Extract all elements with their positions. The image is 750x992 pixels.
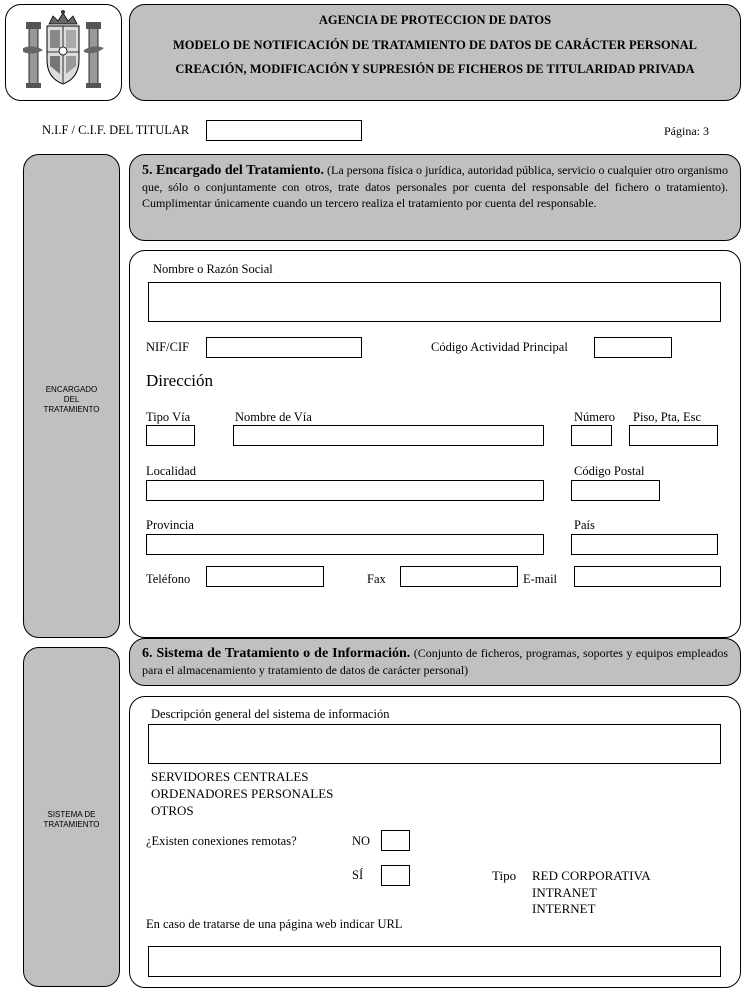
- section5-title: 5. Encargado del Tratamiento.: [142, 163, 324, 178]
- header-line-2: MODELO DE NOTIFICACIÓN DE TRATAMIENTO DE DATOS DE CARÁCTER PERSONAL: [172, 38, 698, 52]
- nombre-via-field[interactable]: [233, 425, 544, 446]
- tipo-via-field[interactable]: [146, 425, 195, 446]
- section6-description: (Conjunto de ficheros, programas, soportes y equipos empleados para el almacenamiento y tratamiento de datos de carácter personal): [142, 646, 729, 677]
- section5-heading: [142, 162, 728, 211]
- no-label: NO: [352, 834, 371, 848]
- section5-title-box: [129, 154, 741, 241]
- section6-side-panel: [23, 647, 120, 987]
- fax-label: Fax: [367, 572, 386, 586]
- nif-cif-field[interactable]: [206, 337, 362, 358]
- actividad-label: Código Actividad Principal: [431, 340, 568, 354]
- provincia-field[interactable]: [146, 534, 544, 555]
- section5-side-panel: [23, 154, 120, 638]
- section6-title: 6. Sistema de Tratamiento o de Información.: [142, 646, 411, 661]
- direccion-heading: Dirección: [146, 371, 214, 390]
- fax-field[interactable]: [400, 566, 518, 587]
- si-checkbox[interactable]: [381, 865, 410, 886]
- section6-title-box: [129, 638, 741, 686]
- provincia-label: Provincia: [146, 518, 194, 532]
- nombre-via-label: Nombre de Vía: [235, 410, 312, 424]
- nif-cif-label: NIF/CIF: [146, 340, 190, 354]
- header-box: [129, 4, 741, 101]
- logo-box: [5, 4, 122, 101]
- numero-label: Número: [574, 410, 615, 424]
- piso-field[interactable]: [629, 425, 718, 446]
- pais-field[interactable]: [571, 534, 718, 555]
- descripcion-label: Descripción general del sistema de información: [151, 707, 390, 721]
- email-label: E-mail: [523, 572, 558, 586]
- tipo-internet[interactable]: INTERNET: [532, 901, 596, 916]
- section5-description: (La persona física o jurídica, autoridad pública, servicio o cualquier otro organismo que, sólo o conjuntamente con otros, trate datos personales por cuenta del responsable del fichero o tratamiento). Cumplimentar únicamente cuando un tercero realiza el tratamiento por cuenta del responsable.: [142, 163, 728, 210]
- section6-heading: [142, 645, 728, 678]
- cp-field[interactable]: [571, 480, 660, 501]
- nif-titular-field[interactable]: [206, 120, 362, 141]
- cp-label: Código Postal: [574, 464, 645, 478]
- header-line-1: AGENCIA DE PROTECCION DE DATOS: [318, 13, 552, 27]
- descripcion-field[interactable]: [148, 724, 721, 764]
- telefono-label: Teléfono: [146, 572, 191, 586]
- localidad-field[interactable]: [146, 480, 544, 501]
- option-otros[interactable]: OTROS: [151, 803, 194, 818]
- tipo-label: Tipo: [492, 868, 517, 883]
- no-checkbox[interactable]: [381, 830, 410, 851]
- localidad-label: Localidad: [146, 464, 196, 478]
- numero-field[interactable]: [571, 425, 612, 446]
- option-ordenadores[interactable]: ORDENADORES PERSONALES: [151, 786, 334, 801]
- telefono-field[interactable]: [206, 566, 324, 587]
- section6-side-label: SISTEMA DE TRATAMIENTO: [43, 810, 100, 829]
- tipo-via-label: Tipo Vía: [146, 410, 191, 424]
- url-label: En caso de tratarse de una página web indicar URL: [146, 917, 403, 931]
- si-label: SÍ: [352, 868, 364, 882]
- header-line-3: CREACIÓN, MODIFICACIÓN Y SUPRESIÓN DE FICHEROS DE TITULARIDAD PRIVADA: [175, 62, 695, 76]
- page-number: Página: 3: [664, 124, 709, 138]
- actividad-field[interactable]: [594, 337, 672, 358]
- conexiones-label: ¿Existen conexiones remotas?: [146, 834, 297, 848]
- url-field[interactable]: [148, 946, 721, 977]
- pais-label: País: [574, 518, 595, 532]
- section5-side-label: ENCARGADO DEL TRATAMIENTO: [43, 385, 100, 414]
- email-field[interactable]: [574, 566, 721, 587]
- option-servidores[interactable]: SERVIDORES CENTRALES: [151, 769, 309, 784]
- nombre-label: Nombre o Razón Social: [153, 262, 273, 276]
- nombre-field[interactable]: [148, 282, 721, 322]
- tipo-intranet[interactable]: INTRANET: [532, 885, 597, 900]
- piso-label: Piso, Pta, Esc: [633, 410, 702, 424]
- nif-titular-label: N.I.F / C.I.F. DEL TITULAR: [42, 123, 190, 137]
- coat-of-arms-icon: [5, 4, 122, 101]
- tipo-red-corporativa[interactable]: RED CORPORATIVA: [532, 868, 651, 883]
